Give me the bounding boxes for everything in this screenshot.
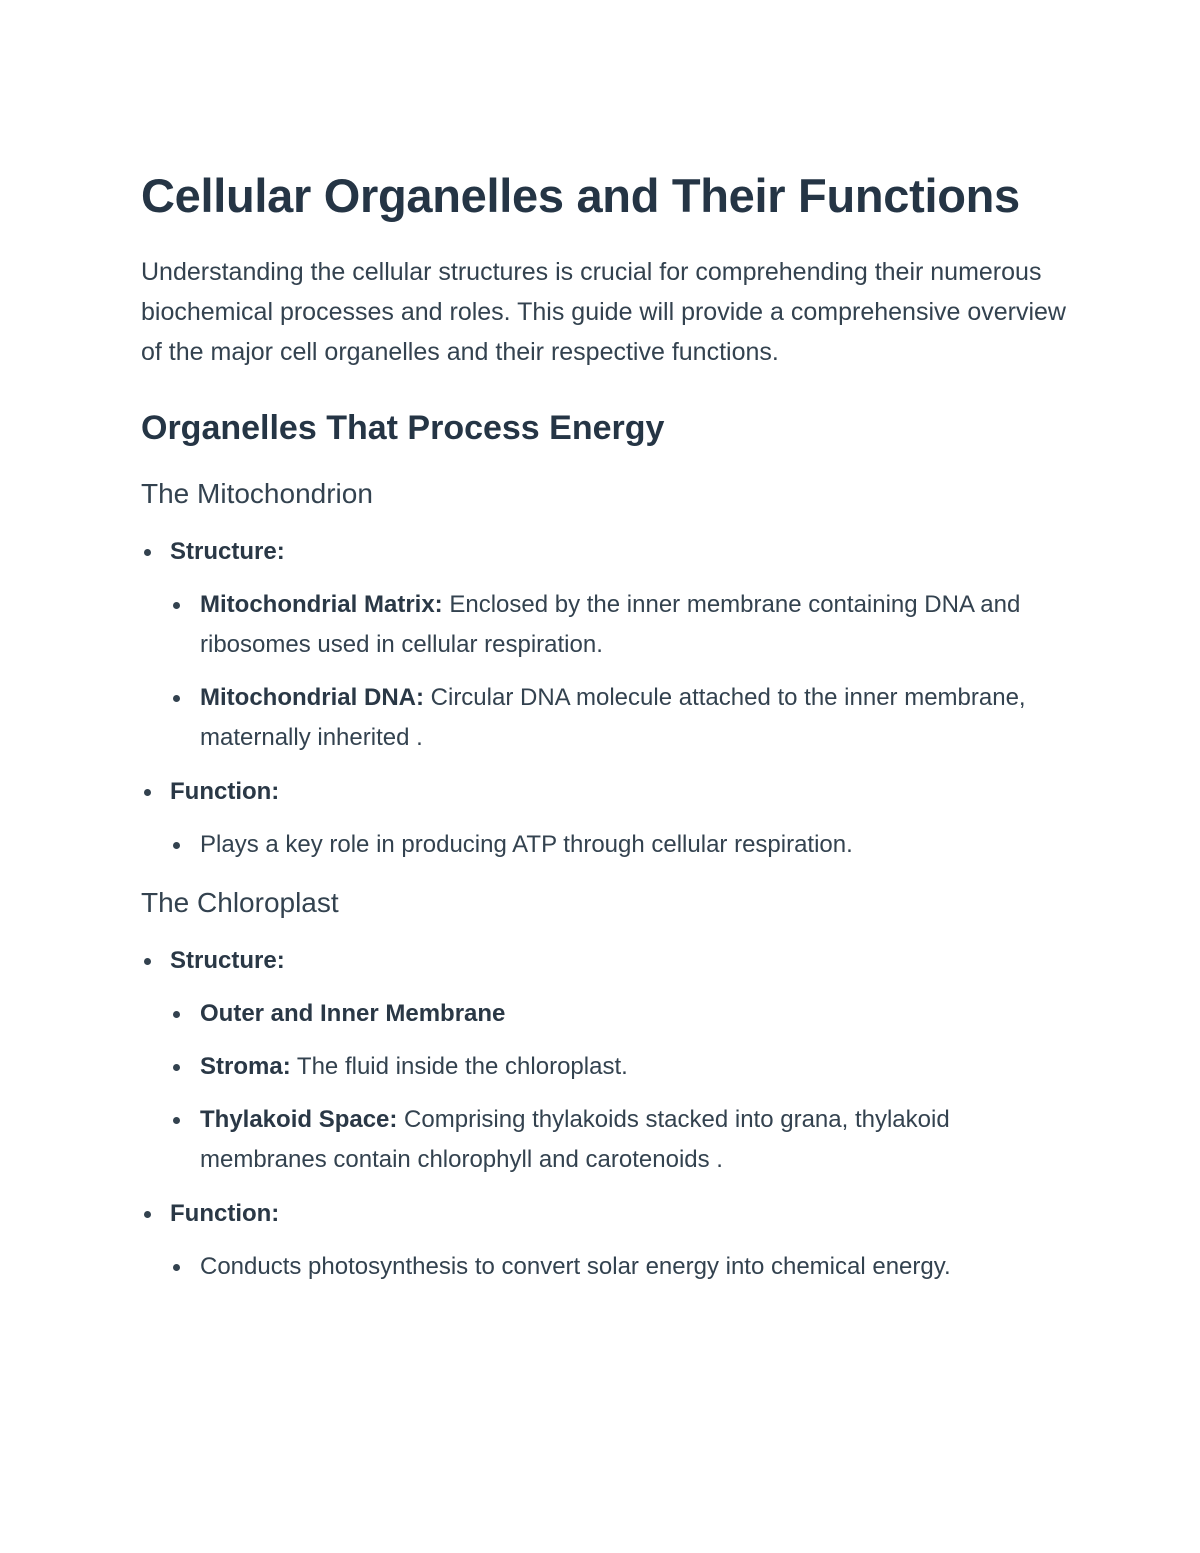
structure-sublist: [170, 585, 1071, 758]
item-label: Mitochondrial Matrix:: [200, 591, 443, 618]
list-item: [141, 1194, 1071, 1287]
item-label: Mitochondrial DNA:: [200, 684, 424, 711]
structure-sublist: [170, 994, 1071, 1180]
section-heading: Organelles That Process Energy: [141, 409, 665, 447]
document-page: [141, 168, 1071, 1287]
mitochondrion-list: [141, 532, 1071, 865]
list-item: [170, 1100, 1071, 1180]
list-item: [170, 585, 1071, 665]
list-item: [141, 941, 1071, 1180]
item-text: Conducts photosynthesis to convert solar energy into chemical energy.: [200, 1253, 951, 1280]
function-label: Function:: [170, 778, 280, 805]
function-sublist: [170, 1247, 1071, 1287]
chloroplast-list: [141, 941, 1071, 1287]
mitochondrion-heading: The Mitochondrion: [141, 478, 373, 509]
list-item: [170, 1247, 1071, 1287]
item-text: The fluid inside the chloroplast.: [290, 1053, 628, 1080]
function-sublist: [170, 825, 1071, 865]
list-item: [170, 825, 1071, 865]
item-text: Circular DNA molecule attached to the inner membrane, maternally inherited .: [200, 684, 1026, 751]
function-label: Function:: [170, 1200, 280, 1227]
structure-label: Structure:: [170, 947, 285, 974]
item-text: Plays a key role in producing ATP through cellular respiration.: [200, 831, 853, 858]
list-item: [141, 772, 1071, 865]
page-title: Cellular Organelles and Their Functions: [141, 169, 1020, 222]
item-label: Outer and Inner Membrane: [200, 1000, 506, 1027]
structure-label: Structure:: [170, 538, 285, 565]
item-label: Stroma:: [200, 1053, 291, 1080]
list-item: [170, 1047, 1071, 1087]
item-text: Enclosed by the inner membrane containing DNA and ribosomes used in cellular respiration.: [200, 591, 1021, 658]
item-text: Comprising thylakoids stacked into grana, thylakoid membranes contain chlorophyll and carotenoids .: [200, 1106, 950, 1173]
item-label: Thylakoid Space:: [200, 1106, 398, 1133]
list-item: [170, 678, 1071, 758]
list-item: [141, 532, 1071, 758]
list-item: [170, 994, 1071, 1034]
intro-paragraph: Understanding the cellular structures is crucial for comprehending their numerous biochemical processes and roles. This guide will provide a comprehensive overview of the major cell organelles and their respective functions.: [141, 258, 1066, 366]
chloroplast-heading: The Chloroplast: [141, 887, 339, 918]
